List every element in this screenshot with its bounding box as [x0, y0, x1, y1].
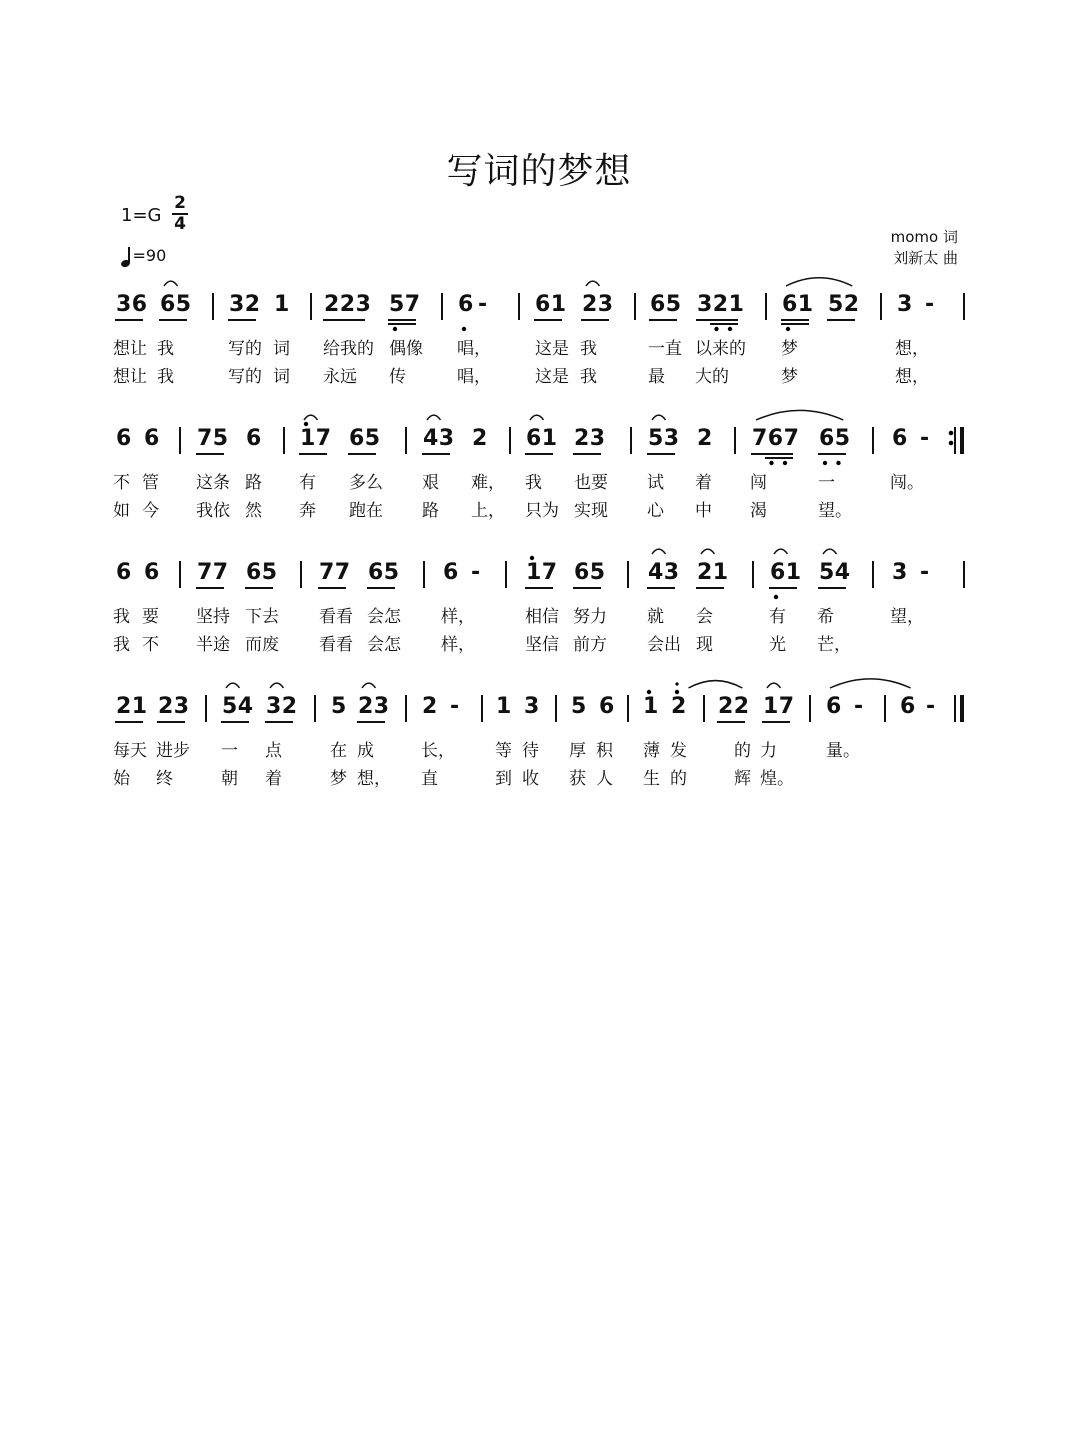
lyric-syllable: 永远	[323, 367, 357, 387]
octave-dot-low	[728, 327, 732, 331]
lyric-syllable: 一	[221, 741, 238, 761]
lyric-syllable: 词	[273, 339, 290, 359]
lyric-syllable: 想，	[895, 339, 929, 359]
slur	[362, 683, 376, 688]
lyric-syllable: 积	[596, 741, 613, 761]
barline	[884, 695, 886, 722]
time-signature	[172, 194, 188, 234]
lyric-syllable: 朝	[221, 769, 238, 789]
lyric-syllable: 实现	[574, 501, 608, 521]
note-group: 57	[389, 292, 421, 317]
lyric-syllable: 薄	[643, 741, 660, 761]
note-group: -	[478, 292, 488, 317]
lyric-syllable: 煌。	[760, 769, 794, 789]
slur	[689, 681, 743, 688]
slur	[530, 415, 544, 420]
slur	[652, 549, 666, 554]
barline	[734, 427, 736, 454]
barline	[310, 293, 312, 320]
lyric-syllable: 芒，	[817, 635, 851, 655]
lyric-syllable: 生	[643, 769, 660, 789]
slur	[427, 415, 441, 420]
lyric-syllable: 管	[142, 473, 159, 493]
eighth-beam	[422, 453, 450, 455]
octave-dot-low	[769, 461, 773, 465]
repeat-dot	[949, 441, 954, 446]
note-group: 3	[892, 560, 908, 585]
slur	[164, 281, 178, 286]
note-group: 65	[349, 426, 381, 451]
note-group: 77	[197, 560, 229, 585]
composer-credit: 刘新太 曲	[893, 249, 958, 267]
lyric-syllable: 望，	[890, 607, 924, 627]
note-group: 32	[229, 292, 261, 317]
barline	[205, 695, 207, 722]
time-signature-bottom: 4	[174, 214, 186, 234]
slur	[304, 415, 318, 420]
lyric-syllable: 着	[695, 473, 712, 493]
note-group: -	[471, 560, 481, 585]
barline	[509, 427, 511, 454]
lyric-syllable: 量。	[826, 741, 860, 761]
quarter-note-icon	[120, 259, 131, 269]
note-group: 6	[116, 560, 132, 585]
lyric-syllable: 我依	[196, 501, 230, 521]
lyric-syllable: 我	[113, 635, 130, 655]
note-group: 61	[526, 426, 558, 451]
key-signature: 1=G	[121, 205, 162, 226]
note-group: 23	[574, 426, 606, 451]
lyric-syllable: 看看	[319, 635, 353, 655]
note-group: 3	[524, 694, 540, 719]
lyric-syllable: 有	[769, 607, 786, 627]
lyric-syllable: 想让	[113, 367, 147, 387]
barline	[405, 695, 407, 722]
lyric-syllable: 不	[142, 635, 159, 655]
eighth-beam	[367, 587, 395, 589]
lyric-syllable: 有	[299, 473, 316, 493]
lyric-syllable: 辉	[734, 769, 751, 789]
lyric-syllable: 只为	[525, 501, 559, 521]
slur	[270, 683, 284, 688]
eighth-beam	[196, 587, 224, 589]
eighth-beam	[525, 453, 553, 455]
lyric-syllable: 上，	[471, 501, 505, 521]
eighth-beam	[318, 587, 346, 589]
barline	[963, 561, 965, 588]
note-group: -	[920, 426, 930, 451]
barline	[179, 427, 181, 454]
slur	[823, 549, 837, 554]
barline	[963, 293, 965, 320]
eighth-beam	[649, 319, 677, 321]
eighth-beam	[348, 453, 376, 455]
lyric-syllable: 直	[421, 769, 438, 789]
octave-dot-low	[783, 461, 787, 465]
eighth-beam	[228, 319, 256, 321]
lyric-syllable: 我	[525, 473, 542, 493]
eighth-beam	[357, 721, 385, 723]
lyric-syllable: 前方	[573, 635, 607, 655]
lyric-syllable: 闯。	[890, 473, 924, 493]
note-group: -	[925, 292, 935, 317]
eighth-beam	[647, 453, 675, 455]
lyric-syllable: 终	[156, 769, 173, 789]
eighth-beam	[115, 721, 143, 723]
lyric-syllable: 一	[818, 473, 835, 493]
note-group: 65	[160, 292, 192, 317]
slur	[226, 683, 240, 688]
eighth-beam	[245, 587, 273, 589]
lyric-syllable: 难，	[471, 473, 505, 493]
note-group: 6	[900, 694, 916, 719]
note-group: 1	[496, 694, 512, 719]
note-group: 2	[671, 694, 687, 719]
lyric-syllable: 以来的	[695, 339, 746, 359]
note-group: 6	[144, 560, 160, 585]
lyric-syllable: 要	[142, 607, 159, 627]
lyric-syllable: 始	[113, 769, 130, 789]
note-group: 17	[300, 426, 332, 451]
fermata-dot	[675, 682, 678, 685]
lyric-syllable: 的	[670, 769, 687, 789]
note-group: 6	[246, 426, 262, 451]
lyric-syllable: 发	[670, 741, 687, 761]
lyric-syllable: 写的	[228, 367, 262, 387]
eighth-beam	[762, 721, 790, 723]
sixteenth-beam	[765, 457, 793, 459]
lyric-syllable: 进步	[156, 741, 190, 761]
barline	[300, 561, 302, 588]
lyric-syllable: 然	[245, 501, 262, 521]
note-group: 17	[526, 560, 558, 585]
note-group: 6	[458, 292, 474, 317]
note-group: 54	[222, 694, 254, 719]
lyric-syllable: 人	[596, 769, 613, 789]
lyric-syllable: 中	[695, 501, 712, 521]
lyric-syllable: 渴	[750, 501, 767, 521]
eighth-beam	[299, 453, 327, 455]
barline	[703, 695, 705, 722]
note-group: 75	[197, 426, 229, 451]
lyric-syllable: 传	[389, 367, 406, 387]
lyric-syllable: 梦	[330, 769, 347, 789]
eighth-beam	[581, 319, 609, 321]
lyric-syllable: 奔	[299, 501, 316, 521]
lyric-syllable: 梦	[781, 339, 798, 359]
lyric-syllable: 获	[569, 769, 586, 789]
note-group: 43	[423, 426, 455, 451]
eighth-beam	[573, 587, 601, 589]
octave-dot-low	[462, 327, 466, 331]
barline	[809, 695, 811, 722]
eighth-beam	[196, 453, 224, 455]
lyric-syllable: 我	[157, 367, 174, 387]
lyric-syllable: 半途	[196, 635, 230, 655]
note-group: -	[926, 694, 936, 719]
note-group: 54	[819, 560, 851, 585]
slur	[701, 549, 715, 554]
lyric-syllable: 最	[648, 367, 665, 387]
lyric-syllable: 就	[647, 607, 664, 627]
barline	[179, 561, 181, 588]
lyric-syllable: 坚信	[525, 635, 559, 655]
lyric-syllable: 光	[769, 635, 786, 655]
note-group: 3	[897, 292, 913, 317]
tempo-value: =90	[132, 246, 167, 265]
barline	[752, 561, 754, 588]
eighth-beam	[323, 319, 365, 321]
note-group: 65	[650, 292, 682, 317]
barline	[627, 561, 629, 588]
lyric-syllable: 而废	[245, 635, 279, 655]
barline	[405, 427, 407, 454]
note-group: 5	[331, 694, 347, 719]
lyric-syllable: 试	[647, 473, 664, 493]
note-group: 21	[116, 694, 148, 719]
eighth-beam	[818, 587, 846, 589]
lyric-syllable: 路	[245, 473, 262, 493]
note-group: 6	[892, 426, 908, 451]
note-group: 32	[266, 694, 298, 719]
lyric-syllable: 不	[113, 473, 130, 493]
lyric-syllable: 给我的	[323, 339, 374, 359]
note-group: 53	[648, 426, 680, 451]
lyric-syllable: 现	[696, 635, 713, 655]
note-group: 65	[368, 560, 400, 585]
octave-dot-low	[823, 461, 827, 465]
barline	[765, 293, 767, 320]
lyric-syllable: 路	[422, 501, 439, 521]
lyric-syllable: 样，	[441, 635, 475, 655]
lyric-syllable: 会	[696, 607, 713, 627]
lyric-syllable: 坚持	[196, 607, 230, 627]
lyric-syllable: 会怎	[367, 635, 401, 655]
eighth-beam	[534, 319, 562, 321]
eighth-beam	[751, 453, 793, 455]
sixteenth-beam	[388, 323, 416, 325]
barline	[634, 293, 636, 320]
note-group: 61	[535, 292, 567, 317]
slur	[786, 278, 852, 286]
note-group: 6	[599, 694, 615, 719]
lyric-syllable: 会出	[647, 635, 681, 655]
eighth-beam	[696, 319, 738, 321]
eighth-beam	[157, 721, 185, 723]
lyric-syllable: 厚	[569, 741, 586, 761]
slur	[756, 410, 843, 420]
lyric-syllable: 唱，	[457, 339, 491, 359]
lyric-syllable: 在	[330, 741, 347, 761]
slur	[774, 549, 788, 554]
lyric-syllable: 待	[522, 741, 539, 761]
time-signature-top: 2	[174, 193, 186, 213]
barline-thin	[954, 695, 956, 722]
note-group: 65	[819, 426, 851, 451]
note-group: 65	[246, 560, 278, 585]
lyric-syllable: 心	[647, 501, 664, 521]
octave-dot-low	[774, 595, 778, 599]
note-group: -	[854, 694, 864, 719]
note-group: 1	[274, 292, 290, 317]
note-group: 23	[358, 694, 390, 719]
note-group: 2	[422, 694, 438, 719]
lyric-syllable: 闯	[750, 473, 767, 493]
eighth-beam	[827, 319, 855, 321]
eighth-beam	[647, 587, 675, 589]
repeat-dot	[949, 431, 954, 436]
lyric-syllable: 大的	[695, 367, 729, 387]
barline	[423, 561, 425, 588]
eighth-beam	[388, 319, 416, 321]
note-group: 223	[324, 292, 372, 317]
note-group: -	[450, 694, 460, 719]
note-group: 6	[116, 426, 132, 451]
eighth-beam	[573, 453, 601, 455]
lyric-syllable: 偶像	[389, 339, 423, 359]
octave-dot-low	[393, 327, 397, 331]
barline	[960, 427, 964, 454]
octave-dot-low	[786, 327, 790, 331]
lyric-syllable: 会怎	[367, 607, 401, 627]
barline	[872, 427, 874, 454]
lyric-syllable: 希	[817, 607, 834, 627]
lyric-syllable: 一直	[648, 339, 682, 359]
barline	[481, 695, 483, 722]
eighth-beam	[159, 319, 187, 321]
barline	[314, 695, 316, 722]
note-group: 6	[443, 560, 459, 585]
lyric-syllable: 着	[265, 769, 282, 789]
tempo-marking	[121, 246, 166, 267]
lyric-syllable: 艰	[422, 473, 439, 493]
note-group: 21	[697, 560, 729, 585]
eighth-beam	[717, 721, 745, 723]
eighth-beam	[525, 587, 553, 589]
lyric-syllable: 我	[157, 339, 174, 359]
barline	[441, 293, 443, 320]
note-group: 61	[782, 292, 814, 317]
note-group: 2	[697, 426, 713, 451]
lyric-syllable: 想，	[357, 769, 391, 789]
note-group: 61	[770, 560, 802, 585]
eighth-beam	[769, 587, 797, 589]
lyric-syllable: 这是	[535, 367, 569, 387]
note-group: 22	[718, 694, 750, 719]
lyric-syllable: 样，	[441, 607, 475, 627]
lyric-syllable: 努力	[573, 607, 607, 627]
barline	[630, 427, 632, 454]
lyric-syllable: 点	[265, 741, 282, 761]
lyric-syllable: 也要	[574, 473, 608, 493]
barline-thin	[954, 427, 956, 454]
note-group: 23	[158, 694, 190, 719]
octave-dot-low	[714, 327, 718, 331]
slur	[652, 415, 666, 420]
note-group: 6	[826, 694, 842, 719]
lyric-syllable: 想让	[113, 339, 147, 359]
lyric-syllable: 想，	[895, 367, 929, 387]
barline	[505, 561, 507, 588]
lyric-syllable: 的	[734, 741, 751, 761]
slur	[830, 679, 911, 688]
note-group: 17	[763, 694, 795, 719]
barline	[872, 561, 874, 588]
barline	[212, 293, 214, 320]
lyric-syllable: 我	[113, 607, 130, 627]
lyric-syllable: 我	[580, 367, 597, 387]
eighth-beam	[818, 453, 846, 455]
note-group: 1	[643, 694, 659, 719]
note-group: 43	[648, 560, 680, 585]
note-group: 36	[116, 292, 148, 317]
lyric-syllable: 这条	[196, 473, 230, 493]
lyric-syllable: 力	[760, 741, 777, 761]
lyric-syllable: 成	[357, 741, 374, 761]
eighth-beam	[781, 319, 809, 321]
barline	[627, 695, 629, 722]
lyric-syllable: 收	[522, 769, 539, 789]
octave-dot-low	[836, 461, 840, 465]
lyric-syllable: 多么	[349, 473, 383, 493]
lyric-syllable: 跑在	[349, 501, 383, 521]
lyric-syllable: 我	[580, 339, 597, 359]
lyric-syllable: 今	[142, 501, 159, 521]
note-group: 767	[752, 426, 800, 451]
lyric-syllable: 看看	[319, 607, 353, 627]
note-group: 23	[582, 292, 614, 317]
eighth-beam	[115, 319, 143, 321]
eighth-beam	[265, 721, 293, 723]
sixteenth-beam	[781, 323, 809, 325]
lyric-syllable: 每天	[113, 741, 147, 761]
barline	[960, 695, 964, 722]
lyric-syllable: 如	[113, 501, 130, 521]
lyric-syllable: 这是	[535, 339, 569, 359]
eighth-beam	[696, 587, 724, 589]
lyricist-credit: momo 词	[890, 228, 958, 246]
barline	[518, 293, 520, 320]
note-group: 52	[828, 292, 860, 317]
lyric-syllable: 长，	[421, 741, 455, 761]
note-group: 6	[144, 426, 160, 451]
note-group: 321	[697, 292, 745, 317]
sixteenth-beam	[710, 323, 738, 325]
note-group: 5	[571, 694, 587, 719]
note-group: 77	[319, 560, 351, 585]
lyric-syllable: 写的	[228, 339, 262, 359]
slur	[767, 683, 781, 688]
eighth-beam	[221, 721, 249, 723]
note-group: -	[920, 560, 930, 585]
lyric-syllable: 到	[495, 769, 512, 789]
song-title: 写词的梦想	[446, 151, 632, 192]
barline	[555, 695, 557, 722]
lyric-syllable: 词	[273, 367, 290, 387]
note-group: 65	[574, 560, 606, 585]
barline	[880, 293, 882, 320]
lyric-syllable: 望。	[818, 501, 852, 521]
lyric-syllable: 等	[495, 741, 512, 761]
note-group: 2	[472, 426, 488, 451]
barline	[283, 427, 285, 454]
lyric-syllable: 相信	[525, 607, 559, 627]
slur	[586, 281, 600, 286]
lyric-syllable: 梦	[781, 367, 798, 387]
lyric-syllable: 下去	[245, 607, 279, 627]
lyric-syllable: 唱，	[457, 367, 491, 387]
